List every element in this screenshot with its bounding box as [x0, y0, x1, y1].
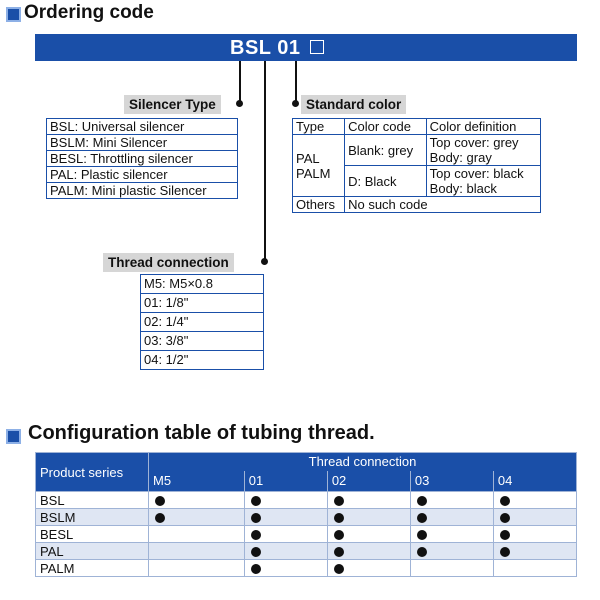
available-dot-icon: [417, 496, 427, 506]
thread-connection-row: M5: M5×0.8: [141, 275, 264, 294]
thread-availability-cell: [149, 509, 245, 526]
column-header: M5: [149, 471, 245, 492]
color-def-black: [426, 166, 540, 197]
color-header-definition: Color definition: [426, 119, 540, 135]
available-dot-icon: [334, 496, 344, 506]
thread-availability-cell: [244, 509, 327, 526]
table-row: [36, 526, 577, 543]
connector-line-color: [295, 61, 297, 104]
thread-availability-cell: [327, 526, 410, 543]
product-series-header: Product series: [36, 453, 149, 492]
table-row: [36, 560, 577, 577]
silencer-type-row: PALM: Mini plastic Silencer: [47, 183, 238, 199]
thread-availability-cell: [149, 526, 245, 543]
color-type-pal-line2: PALM: [296, 165, 331, 181]
available-dot-icon: [417, 513, 427, 523]
color-type-others: Others: [293, 197, 345, 213]
connector-line-thread: [264, 61, 266, 262]
silencer-type-label: Silencer Type: [124, 95, 221, 114]
column-header: 01: [244, 471, 327, 492]
available-dot-icon: [334, 547, 344, 557]
thread-connection-table: [140, 274, 264, 370]
color-def-black-line1: Top cover: black: [429, 166, 524, 181]
thread-availability-cell: [327, 543, 410, 560]
thread-availability-cell: [244, 526, 327, 543]
color-type-pal: [293, 135, 345, 197]
thread-availability-cell: [493, 492, 576, 509]
available-dot-icon: [417, 530, 427, 540]
ordering-code-value: BSL 01: [230, 37, 301, 59]
section-icon: [6, 429, 21, 444]
color-type-pal-line1: PAL: [296, 150, 320, 166]
available-dot-icon: [251, 530, 261, 540]
thread-connection-label: Thread connection: [103, 253, 234, 272]
thread-availability-cell: [410, 526, 493, 543]
available-dot-icon: [334, 564, 344, 574]
configuration-table-title: Configuration table of tubing thread.: [28, 422, 375, 444]
thread-availability-cell: [327, 509, 410, 526]
column-header: 04: [493, 471, 576, 492]
column-header: 03: [410, 471, 493, 492]
connector-line-silencer: [239, 61, 241, 104]
product-series-cell: BESL: [36, 526, 149, 543]
table-row: [36, 509, 577, 526]
thread-availability-cell: [493, 509, 576, 526]
standard-color-label: Standard color: [301, 95, 406, 114]
color-def-blank-line2: Body: gray: [429, 150, 492, 165]
thread-availability-cell: [493, 543, 576, 560]
available-dot-icon: [251, 496, 261, 506]
color-code-blank: Blank: grey: [345, 135, 427, 166]
thread-availability-cell: [410, 543, 493, 560]
thread-availability-cell: [244, 492, 327, 509]
color-header-type: Type: [293, 119, 345, 135]
available-dot-icon: [334, 513, 344, 523]
thread-availability-cell: [410, 560, 493, 577]
available-dot-icon: [500, 513, 510, 523]
silencer-type-row: BESL: Throttling silencer: [47, 151, 238, 167]
ordering-code-title: Ordering code: [24, 2, 154, 23]
connector-dot-color: [292, 100, 299, 107]
thread-connection-row: 01: 1/8": [141, 294, 264, 313]
thread-connection-row: 03: 3/8": [141, 332, 264, 351]
silencer-type-row: BSL: Universal silencer: [47, 119, 238, 135]
product-series-cell: PALM: [36, 560, 149, 577]
configuration-table: [35, 452, 577, 577]
thread-availability-cell: [327, 560, 410, 577]
section-icon: [6, 7, 21, 22]
silencer-type-row: PAL: Plastic silencer: [47, 167, 238, 183]
available-dot-icon: [155, 513, 165, 523]
option-placeholder-box: [310, 40, 324, 54]
color-code-black: D: Black: [345, 166, 427, 197]
table-row: [36, 543, 577, 560]
color-def-blank-line1: Top cover: grey: [429, 135, 519, 150]
connector-dot-silencer: [236, 100, 243, 107]
available-dot-icon: [155, 496, 165, 506]
available-dot-icon: [417, 547, 427, 557]
thread-availability-cell: [410, 492, 493, 509]
available-dot-icon: [500, 530, 510, 540]
color-def-black-line2: Body: black: [429, 181, 497, 196]
connector-dot-thread: [261, 258, 268, 265]
available-dot-icon: [500, 547, 510, 557]
product-series-cell: BSL: [36, 492, 149, 509]
thread-connection-row: 04: 1/2": [141, 351, 264, 370]
product-series-cell: BSLM: [36, 509, 149, 526]
thread-connection-row: 02: 1/4": [141, 313, 264, 332]
thread-availability-cell: [149, 492, 245, 509]
available-dot-icon: [251, 564, 261, 574]
thread-availability-cell: [149, 543, 245, 560]
thread-availability-cell: [493, 526, 576, 543]
color-header-code: Color code: [345, 119, 427, 135]
thread-availability-cell: [149, 560, 245, 577]
available-dot-icon: [251, 547, 261, 557]
table-row: [36, 492, 577, 509]
color-def-blank: [426, 135, 540, 166]
silencer-type-table: [46, 118, 238, 199]
thread-connection-header: Thread connection: [149, 453, 577, 471]
thread-availability-cell: [244, 560, 327, 577]
available-dot-icon: [500, 496, 510, 506]
thread-availability-cell: [493, 560, 576, 577]
column-header: 02: [327, 471, 410, 492]
available-dot-icon: [251, 513, 261, 523]
color-code-others: No such code: [345, 197, 541, 213]
thread-availability-cell: [327, 492, 410, 509]
silencer-type-row: BSLM: Mini Silencer: [47, 135, 238, 151]
thread-availability-cell: [410, 509, 493, 526]
standard-color-table: [292, 118, 541, 213]
ordering-code-banner: [35, 34, 577, 61]
available-dot-icon: [334, 530, 344, 540]
thread-availability-cell: [244, 543, 327, 560]
product-series-cell: PAL: [36, 543, 149, 560]
